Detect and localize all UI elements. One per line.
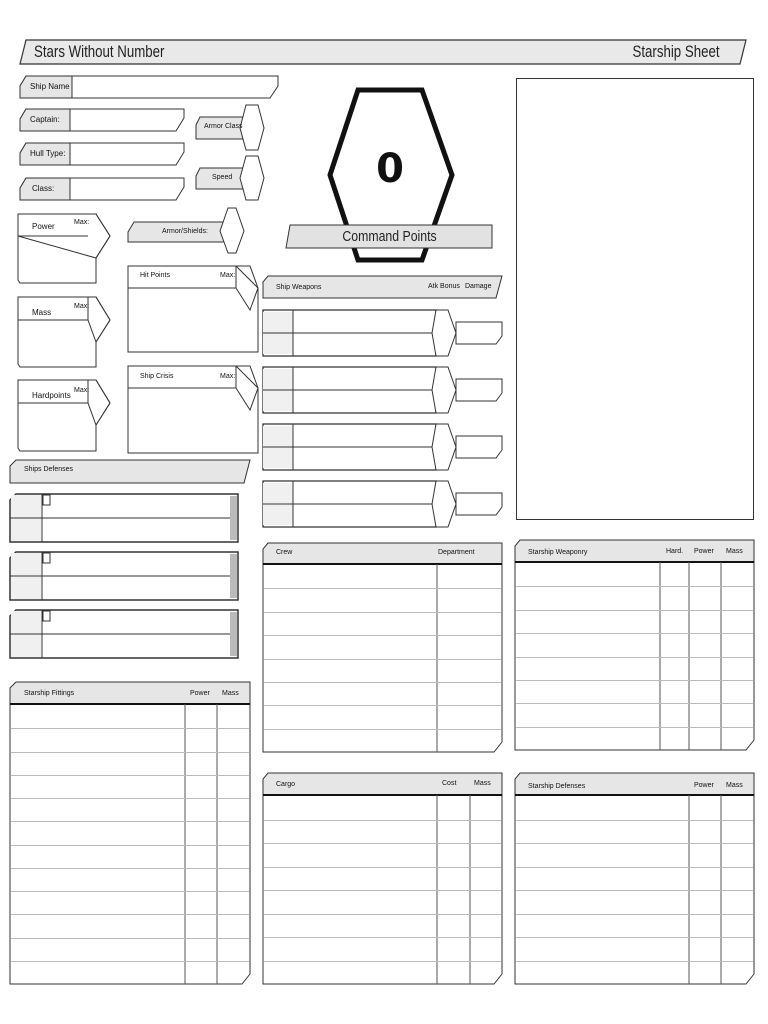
crew-row[interactable] bbox=[264, 566, 501, 587]
weaponry-power-label: Power bbox=[694, 548, 714, 555]
fittings-row[interactable] bbox=[11, 869, 249, 890]
fittings-row[interactable] bbox=[11, 892, 249, 913]
cargo-row[interactable] bbox=[264, 797, 501, 819]
weaponry-row[interactable] bbox=[516, 658, 753, 679]
cargo-mass-label: Mass bbox=[474, 780, 491, 787]
crew-row[interactable] bbox=[264, 706, 501, 727]
hardpoints-field[interactable] bbox=[22, 407, 92, 447]
power-max-label: Max: bbox=[74, 219, 90, 226]
cargo-title: Cargo bbox=[276, 781, 296, 788]
cargo-row[interactable] bbox=[264, 891, 501, 913]
crew-department-label: Department bbox=[438, 549, 475, 556]
cargo-row[interactable] bbox=[264, 915, 501, 937]
captain-label: Captain: bbox=[30, 115, 60, 124]
starship-defenses-row[interactable] bbox=[516, 821, 753, 843]
fittings-row[interactable] bbox=[11, 939, 249, 960]
cargo-row[interactable] bbox=[264, 938, 501, 960]
speed-label: Speed bbox=[212, 174, 233, 181]
cargo-cost-label: Cost bbox=[442, 780, 457, 787]
starship-defenses-row[interactable] bbox=[516, 797, 753, 819]
fittings-row[interactable] bbox=[11, 822, 249, 843]
weaponry-row[interactable] bbox=[516, 564, 753, 585]
fittings-row[interactable] bbox=[11, 799, 249, 820]
weaponry-row[interactable] bbox=[516, 704, 753, 725]
starship-defenses-row[interactable] bbox=[516, 938, 753, 960]
starship-defenses-row[interactable] bbox=[516, 962, 753, 984]
ship-name-label: Ship Name bbox=[30, 82, 70, 91]
cargo-row[interactable] bbox=[264, 844, 501, 866]
hardpoints-max-label: Max: bbox=[74, 387, 90, 394]
ship-crisis-label: Ship Crisis bbox=[140, 373, 174, 380]
starship-defenses-row[interactable] bbox=[516, 915, 753, 937]
hit-points-max-label: Max: bbox=[220, 272, 236, 279]
damage-label: Damage bbox=[465, 283, 492, 290]
crew-row[interactable] bbox=[264, 660, 501, 681]
weaponry-title: Starship Weaponry bbox=[528, 549, 588, 556]
armor-class-label: Armor Class bbox=[204, 123, 243, 130]
weaponry-mass-label: Mass bbox=[726, 548, 743, 555]
weaponry-row[interactable] bbox=[516, 681, 753, 702]
command-points-label: Command Points bbox=[342, 228, 438, 245]
armor-shields-label: Armor/Shields: bbox=[162, 228, 208, 235]
fittings-row[interactable] bbox=[11, 962, 249, 983]
starship-defenses-mass-label: Mass bbox=[726, 782, 743, 789]
starship-defenses-title: Starship Defenses bbox=[528, 783, 586, 790]
command-points-value[interactable]: 0 bbox=[376, 146, 404, 192]
cargo-row[interactable] bbox=[264, 962, 501, 984]
sheet-title: Starship Sheet bbox=[633, 42, 720, 61]
weaponry-row[interactable] bbox=[516, 728, 753, 749]
hull-type-label: Hull Type: bbox=[30, 149, 66, 158]
mass-max-label: Max: bbox=[74, 303, 90, 310]
power-label: Power bbox=[32, 222, 55, 231]
cargo-row[interactable] bbox=[264, 821, 501, 843]
fittings-row[interactable] bbox=[11, 915, 249, 936]
crew-row[interactable] bbox=[264, 683, 501, 704]
fittings-row[interactable] bbox=[11, 846, 249, 867]
crew-row[interactable] bbox=[264, 613, 501, 634]
class-label: Class: bbox=[32, 184, 55, 193]
cargo-row[interactable] bbox=[264, 868, 501, 890]
atk-bonus-label: Atk Bonus bbox=[428, 283, 460, 290]
notes-box[interactable] bbox=[516, 78, 754, 520]
crew-title: Crew bbox=[276, 549, 293, 556]
fittings-mass-label: Mass bbox=[222, 690, 239, 697]
weaponry-row[interactable] bbox=[516, 587, 753, 608]
ship-weapons-title: Ship Weapons bbox=[276, 284, 322, 291]
ship-crisis-field[interactable] bbox=[132, 392, 252, 449]
fittings-row[interactable] bbox=[11, 706, 249, 727]
fittings-title: Starship Fittings bbox=[24, 690, 75, 697]
fittings-row[interactable] bbox=[11, 729, 249, 750]
mass-label: Mass bbox=[32, 308, 52, 317]
fittings-power-label: Power bbox=[190, 690, 210, 697]
hit-points-label: Hit Points bbox=[140, 272, 170, 279]
weaponry-hard-label: Hard. bbox=[666, 548, 684, 555]
fittings-row[interactable] bbox=[11, 753, 249, 774]
weaponry-row[interactable] bbox=[516, 611, 753, 632]
hardpoints-label: Hardpoints bbox=[32, 391, 71, 400]
weaponry-row[interactable] bbox=[516, 634, 753, 655]
starship-defenses-row[interactable] bbox=[516, 891, 753, 913]
fittings-row[interactable] bbox=[11, 776, 249, 797]
crew-row[interactable] bbox=[264, 730, 501, 751]
starship-defenses-row[interactable] bbox=[516, 868, 753, 890]
ships-defenses-title: Ships Defenses bbox=[24, 466, 74, 473]
crew-row[interactable] bbox=[264, 636, 501, 657]
starship-defenses-row[interactable] bbox=[516, 844, 753, 866]
app-title: Stars Without Number bbox=[34, 42, 165, 61]
ship-crisis-max-label: Max: bbox=[220, 373, 236, 380]
mass-field[interactable] bbox=[22, 324, 92, 364]
defense-block-shape bbox=[0, 0, 260, 60]
crew-row[interactable] bbox=[264, 589, 501, 610]
starship-defenses-power-label: Power bbox=[694, 782, 714, 789]
